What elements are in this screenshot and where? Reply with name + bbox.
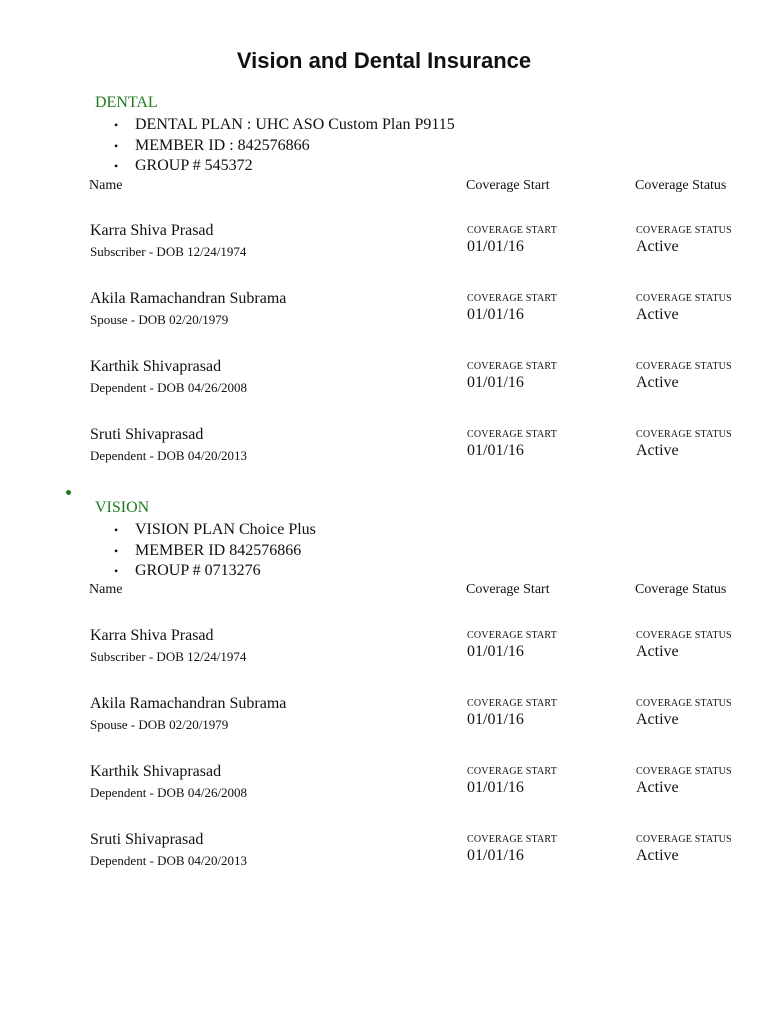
dental-group-item: • GROUP # 545372 <box>110 156 455 177</box>
coverage-status-label: COVERAGE STATUS <box>636 630 732 641</box>
page-title: Vision and Dental Insurance <box>236 48 532 73</box>
coverage-status-value: Active <box>636 643 679 660</box>
coverage-status-value: Active <box>636 779 679 796</box>
member-name: Sruti Shivaprasad <box>90 426 204 443</box>
member-role-dob: Spouse - DOB 02/20/1979 <box>90 717 229 732</box>
member-role-dob: Dependent - DOB 04/20/2013 <box>90 853 248 868</box>
coverage-status-value: Active <box>636 442 679 459</box>
member-name: Akila Ramachandran Subrama <box>90 290 287 307</box>
coverage-start-value: 01/01/16 <box>467 711 524 728</box>
coverage-status-label: COVERAGE STATUS <box>636 361 732 372</box>
member-role-dob: Subscriber - DOB 12/24/1974 <box>90 244 247 259</box>
dental-member-row <box>0 358 768 418</box>
coverage-start-label: COVERAGE START <box>467 293 558 304</box>
coverage-status-value: Active <box>636 374 679 391</box>
vision-member-row <box>0 763 768 823</box>
bullet-icon <box>66 490 71 495</box>
dental-member-id-item: • MEMBER ID : 842576866 <box>110 136 455 157</box>
vision-section-heading: VISION <box>95 499 150 516</box>
coverage-start-label: COVERAGE START <box>467 429 558 440</box>
member-name: Karthik Shivaprasad <box>90 358 222 375</box>
coverage-status-value: Active <box>636 306 679 323</box>
vision-name-column-header: Name <box>89 582 123 597</box>
member-role-dob: Spouse - DOB 02/20/1979 <box>90 312 229 327</box>
coverage-start-label: COVERAGE START <box>467 361 558 372</box>
coverage-status-value: Active <box>636 238 679 255</box>
dental-plan-item: • DENTAL PLAN : UHC ASO Custom Plan P9115 <box>110 115 455 136</box>
coverage-status-value: Active <box>636 711 679 728</box>
coverage-start-label: COVERAGE START <box>467 834 558 845</box>
coverage-status-label: COVERAGE STATUS <box>636 429 732 440</box>
vision-member-row <box>0 695 768 755</box>
member-role-dob: Dependent - DOB 04/20/2013 <box>90 448 248 463</box>
coverage-status-label: COVERAGE STATUS <box>636 698 732 709</box>
coverage-status-value: Active <box>636 847 679 864</box>
member-name: Karthik Shivaprasad <box>90 763 222 780</box>
coverage-status-label: COVERAGE STATUS <box>636 225 732 236</box>
vision-coverage-start-column-header: Coverage Start <box>466 582 550 597</box>
coverage-start-value: 01/01/16 <box>467 442 524 459</box>
vision-plan-item: • VISION PLAN Choice Plus <box>110 520 316 541</box>
coverage-status-label: COVERAGE STATUS <box>636 834 732 845</box>
vision-member-id-item: • MEMBER ID 842576866 <box>110 541 316 562</box>
member-role-dob: Dependent - DOB 04/26/2008 <box>90 785 248 800</box>
member-role-dob: Dependent - DOB 04/26/2008 <box>90 380 248 395</box>
coverage-start-label: COVERAGE START <box>467 630 558 641</box>
vision-coverage-status-column-header: Coverage Status <box>635 582 727 597</box>
dental-coverage-status-column-header: Coverage Status <box>635 178 727 193</box>
coverage-status-label: COVERAGE STATUS <box>636 766 732 777</box>
coverage-start-value: 01/01/16 <box>467 643 524 660</box>
coverage-start-value: 01/01/16 <box>467 374 524 391</box>
vision-group-item: • GROUP # 0713276 <box>110 561 316 582</box>
dental-section-heading: DENTAL <box>95 94 158 111</box>
coverage-status-label: COVERAGE STATUS <box>636 293 732 304</box>
coverage-start-value: 01/01/16 <box>467 779 524 796</box>
dental-member-row <box>0 426 768 486</box>
coverage-start-value: 01/01/16 <box>467 238 524 255</box>
member-name: Sruti Shivaprasad <box>90 831 204 848</box>
coverage-start-label: COVERAGE START <box>467 766 558 777</box>
dental-member-row <box>0 290 768 350</box>
member-name: Karra Shiva Prasad <box>90 627 214 644</box>
vision-member-row <box>0 627 768 687</box>
coverage-start-value: 01/01/16 <box>467 306 524 323</box>
coverage-start-label: COVERAGE START <box>467 698 558 709</box>
vision-plan-details <box>110 520 316 582</box>
dental-member-row <box>0 222 768 282</box>
vision-member-row <box>0 831 768 891</box>
dental-name-column-header: Name <box>89 178 123 193</box>
coverage-start-value: 01/01/16 <box>467 847 524 864</box>
dental-plan-details <box>110 115 455 177</box>
member-name: Karra Shiva Prasad <box>90 222 214 239</box>
dental-coverage-start-column-header: Coverage Start <box>466 178 550 193</box>
member-role-dob: Subscriber - DOB 12/24/1974 <box>90 649 247 664</box>
coverage-start-label: COVERAGE START <box>467 225 558 236</box>
member-name: Akila Ramachandran Subrama <box>90 695 287 712</box>
